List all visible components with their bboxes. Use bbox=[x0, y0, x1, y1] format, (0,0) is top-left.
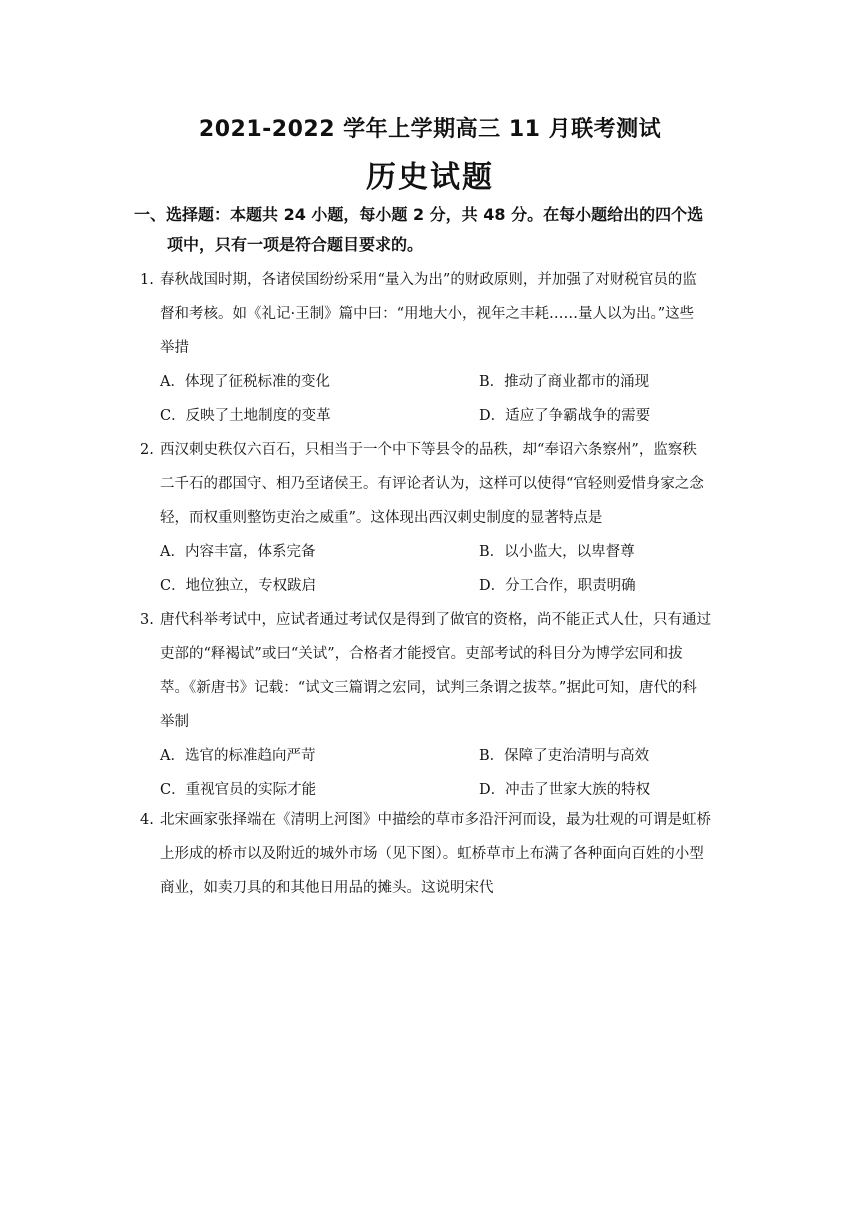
question-2 bbox=[140, 433, 740, 603]
question-text-line: 上形成的桥市以及附近的城外市场（见下图）。虹桥草市上布满了各种面向百姓的小型 bbox=[160, 846, 704, 862]
question-1 bbox=[140, 263, 740, 433]
option-b[interactable]: B．保障了吏治清明与高效 bbox=[479, 748, 650, 764]
question-text-line: 春秋战国时期，各诸侯国纷纷采用“量入为出”的财政原则，并加强了对财税官员的监 bbox=[160, 272, 697, 288]
subject-title: 历史试题 bbox=[366, 160, 494, 195]
question-number: 3. bbox=[140, 612, 154, 628]
option-c[interactable]: C．重视官员的实际才能 bbox=[160, 782, 317, 798]
question-text-line: 轻，而权重则整饬吏治之威重”。这体现出西汉刺史制度的显著特点是 bbox=[160, 510, 603, 526]
option-a[interactable]: A．内容丰富，体系完备 bbox=[160, 544, 316, 560]
question-text-line: 督和考核。如《礼记·王制》篇中曰：“用地大小，视年之丰耗……量人以为出。”这些 bbox=[160, 306, 695, 322]
question-text-line: 吏部的“释褐试”或曰“关试”，合格者才能授官。吏部考试的科目分为博学宏同和拔 bbox=[160, 646, 683, 662]
question-text-line: 举制 bbox=[160, 714, 189, 730]
option-a[interactable]: A．选官的标准趋向严苛 bbox=[160, 748, 316, 764]
option-d[interactable]: D．冲击了世家大族的特权 bbox=[479, 782, 651, 798]
option-b[interactable]: B．推动了商业都市的涌现 bbox=[479, 374, 650, 390]
option-a[interactable]: A．体现了征税标准的变化 bbox=[160, 374, 330, 390]
question-text-line: 商业，如卖刀具的和其他日用品的摊头。这说明宋代 bbox=[160, 880, 494, 896]
option-c[interactable]: C．地位独立，专权跋启 bbox=[160, 578, 317, 594]
question-3 bbox=[140, 603, 740, 807]
option-d[interactable]: D．分工合作，职责明确 bbox=[479, 578, 636, 594]
question-text-line: 唐代科举考试中，应试者通过考试仅是得到了做官的资格，尚不能正式人仕，只有通过 bbox=[160, 612, 711, 628]
question-text-line: 西汉刺史秩仅六百石，只相当于一个中下等县令的品秩，却“奉诏六条察州”，监察秩 bbox=[160, 442, 697, 458]
question-text-line: 萃。《新唐书》记载：“试文三篇谓之宏同，试判三条谓之拔萃。”据此可知，唐代的科 bbox=[160, 680, 697, 696]
option-d[interactable]: D．适应了争霸战争的需要 bbox=[479, 408, 651, 424]
question-number: 4. bbox=[140, 812, 154, 828]
section-instructions-line: 一、选择题：本题共 24 小题，每小题 2 分，共 48 分。在每小题给出的四个选 bbox=[134, 205, 704, 224]
option-c[interactable]: C．反映了土地制度的变革 bbox=[160, 408, 331, 424]
question-number: 2. bbox=[140, 442, 154, 458]
section-instructions bbox=[134, 200, 734, 260]
question-number: 1. bbox=[140, 272, 154, 288]
option-b[interactable]: B．以小监大，以卑督尊 bbox=[479, 544, 635, 560]
section-instructions-line: 项中，只有一项是符合题目要求的。 bbox=[167, 235, 424, 254]
exam-title: 2021-2022 学年上学期高三 11 月联考测试 bbox=[198, 117, 662, 142]
question-text-line: 北宋画家张择端在《清明上河图》中描绘的草市多沿汗河而设，最为壮观的可谓是虹桥 bbox=[160, 812, 711, 828]
question-text-line: 二千石的郡国守、相乃至诸侯王。有评论者认为，这样可以使得“官轻则爱惜身家之念 bbox=[160, 476, 704, 492]
question-4 bbox=[140, 803, 740, 905]
question-text-line: 举措 bbox=[160, 340, 189, 356]
